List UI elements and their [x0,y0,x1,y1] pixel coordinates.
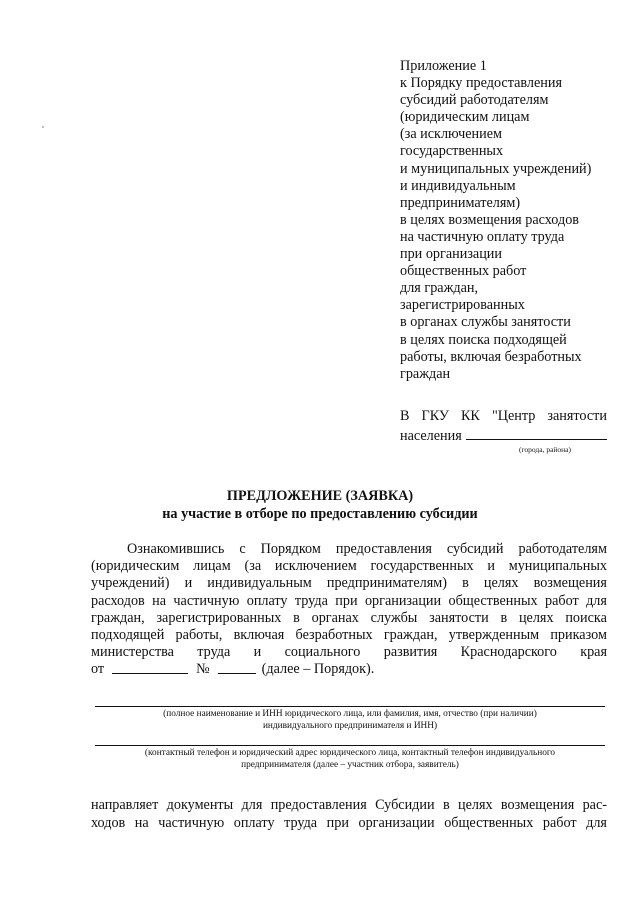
paragraph-line [91,610,607,627]
addressee-word: занятости [547,408,607,424]
word: учреждений) [91,575,170,592]
word: для [586,592,607,609]
word: муниципальных [508,558,607,575]
word: документы [166,797,234,813]
appendix-line: граждан [400,365,451,382]
word: работы, [175,627,223,644]
addressee-line-2 [400,425,607,445]
word: индивидуальным [207,575,312,592]
appendix-line: работы, включая безработных [400,348,582,365]
appendix-line: в органах службы занятости [400,314,571,331]
word: с [239,541,246,557]
addressee-word: КК [460,408,480,424]
word: при [335,592,358,609]
caption-line: предпринимателя (далее – участник отбора, заявитель) [241,759,459,770]
appendix-line: при организации [400,246,502,263]
caption-line: (полное наименование и ИНН юридического лица, или фамилия, имя, отчество (при наличии) [163,709,537,719]
word: труда [284,815,318,831]
word: целях [518,609,554,626]
paragraph-line [91,796,607,814]
word: Ознакомившись [127,541,225,557]
appendix-line: субсидий работодателям [400,92,549,109]
caption-line: (контактный телефон и юридический адрес юридического лица, контактный телефон индивидуального [144,748,556,758]
word: общественных [444,815,534,831]
word: и [184,575,193,592]
word: государственных [370,558,474,575]
word: труда [294,592,328,609]
addressee-hint: (города, района) [519,445,571,454]
word: Краснодарского [460,644,557,661]
word: организации [364,592,442,609]
paragraph-line [91,644,607,661]
addressee-word: В [400,408,410,424]
word: и [487,558,495,575]
paragraph-line [91,558,607,575]
word: предоставления [270,797,367,813]
order-reference-line [91,661,607,678]
word: и [253,644,262,661]
appendix-line: государственных [400,143,504,160]
addressee-word: ГКУ [421,408,449,424]
number-sign: № [196,661,210,678]
word: подходящей [91,627,165,644]
word: органах [311,609,359,626]
order-reference-suffix: (далее – Порядок). [261,661,375,678]
word: (юридическим [91,558,180,575]
word: (за [244,558,262,575]
city-district-blank[interactable] [466,425,607,440]
contact-info-caption [95,748,605,771]
applicant-name-blank[interactable] [95,706,605,707]
paragraph-line [91,627,607,644]
word: расходов [91,592,145,609]
word: оплату [246,592,288,609]
word: исключением [274,558,357,575]
word: граждан, [383,627,438,644]
word: рас- [582,797,607,813]
word: зарегистрированных [156,609,282,626]
word: частичную [158,815,225,831]
intro-paragraph [91,541,607,679]
document-subtitle: на участие в отборе по предоставлению субсидии [162,506,478,522]
word: края [580,644,607,661]
word: приказом [550,627,607,644]
scan-dot [42,126,44,128]
document-title: ПРЕДЛОЖЕНИЕ (ЗАЯВКА) [226,488,414,504]
word: предоставления [335,541,432,557]
word: предпринимателям) [326,575,447,592]
appendix-line: в целях возмещения расходов [400,211,579,228]
word: труда [197,644,231,661]
word: Порядком [260,541,321,557]
word: ходов [91,815,126,831]
appendix-line: (юридическим лицам [400,109,530,126]
word: лицам [193,558,231,575]
word: направляет [91,797,159,813]
addressee-word: "Центр [491,408,536,424]
word: возмещения [500,797,575,813]
appendix-line: на частичную оплату труда [400,228,565,245]
order-date-blank[interactable] [112,661,188,674]
appendix-line: предпринимателям) [400,194,521,211]
addressee-block [400,407,607,455]
word: частичную [173,592,240,609]
word: безработных [295,627,373,644]
appendix-line: в целях поиска подходящей [400,331,567,348]
word: службы [370,609,418,626]
word: субсидий [446,541,504,557]
order-number-blank[interactable] [218,661,256,674]
word: Субсидии [375,797,435,813]
contact-info-field [95,745,605,771]
appendix-line: Приложение 1 [400,58,487,74]
word: общественных [448,592,538,609]
caption-line: индивидуального предпринимателя и ИНН) [262,720,438,731]
appendix-line: и индивидуальным [400,177,516,194]
word: утвержденным [448,627,540,644]
addressee-label: населения [400,428,462,444]
word: для [586,815,607,831]
appendix-line: зарегистрированных [400,297,525,314]
appendix-line: для граждан, [400,280,479,297]
word: целях [483,575,519,592]
word: занятости [429,609,489,626]
appendix-line: общественных работ [400,263,527,280]
word: при [326,815,349,831]
word: в [500,609,508,626]
paragraph-line [91,575,607,592]
contact-info-blank[interactable] [95,745,605,746]
word: поиска [565,609,607,626]
addressee-line-1 [400,407,607,425]
word: работ [542,815,577,831]
appendix-line: и муниципальных учреждений) [400,160,592,177]
word: на [152,592,167,609]
word: в [442,797,450,813]
closing-paragraph [91,796,607,832]
word: включая [233,627,285,644]
paragraph-line [91,541,607,558]
word: организации [358,815,435,831]
paragraph-line [91,814,607,832]
word: оплату [233,815,275,831]
word: министерства [91,644,174,661]
word: социального [284,644,361,661]
word: работ [544,592,579,609]
appendix-line: (за исключением [400,126,502,143]
word: на [134,815,149,831]
word: работодателям [518,541,607,557]
word: возмещения [533,575,607,592]
word: в [462,575,469,592]
word: развития [383,644,438,661]
applicant-name-field [95,706,605,732]
appendix-line: к Порядку предоставления [400,75,562,92]
applicant-name-caption [95,709,605,732]
word: целях [457,797,493,813]
from-label: от [91,661,105,678]
word: в [293,609,300,626]
word: для [241,797,263,813]
appendix-header [400,58,615,383]
paragraph-line [91,593,607,610]
word: граждан, [91,609,145,626]
